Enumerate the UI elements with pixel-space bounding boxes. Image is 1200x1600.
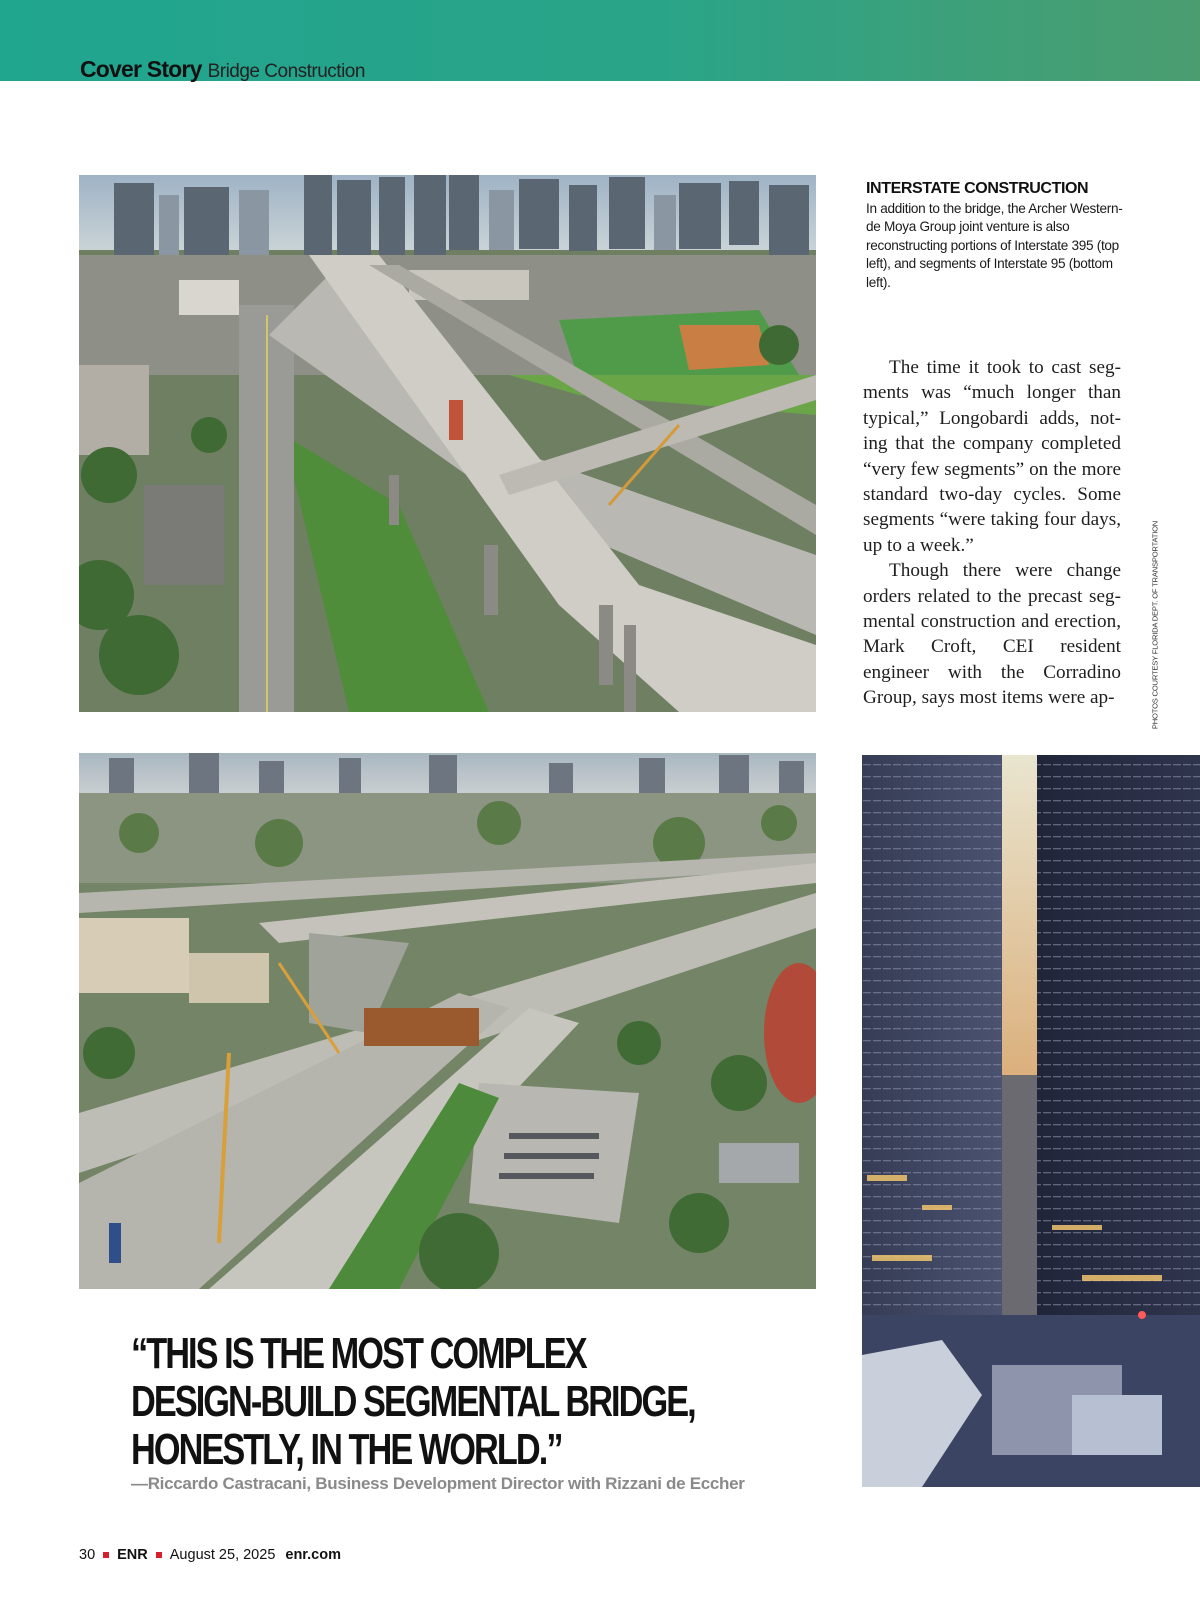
photo-towers-at-dusk (862, 755, 1200, 1487)
page-footer (79, 1545, 341, 1565)
footer-separator-square (156, 1552, 162, 1558)
pull-quote-attribution: —Riccardo Castracani, Business Development Director with Rizzani de Eccher (131, 1474, 745, 1493)
pull-quote-line: HONESTLY, IN THE WORLD.” (131, 1425, 562, 1474)
section-topic: Bridge Construction (207, 61, 365, 82)
photo-caption (866, 180, 1126, 293)
issue-date: August 25, 2025 (169, 1547, 276, 1563)
footer-separator-square (103, 1552, 109, 1558)
article-body (863, 355, 1121, 711)
section-header (80, 56, 365, 84)
body-paragraph: Though there were change orders related to the precast segmental construction and erection, Mark Croft, CEI resident engineer with the Corradino Group, says most items were ap- (863, 560, 1121, 709)
aerial-photo-interstate-95 (79, 753, 816, 1289)
section-name: Cover Story (80, 56, 202, 82)
body-paragraph: The time it took to cast segments was “much longer than typical,” Longobardi adds, noting that the company completed “very few segments” on the more standard two-day cycles. Some segments “were taking four days, up to a week.” (863, 357, 1121, 556)
caption-title: INTERSTATE CONSTRUCTION (866, 180, 1089, 197)
pull-quote-line: “THIS IS THE MOST COMPLEX (131, 1329, 586, 1378)
photo-credit-text: PHOTOS COURTESY FLORIDA DEPT. OF TRANSPORTATION (1150, 520, 1160, 730)
pull-quote-line: DESIGN-BUILD SEGMENTAL BRIDGE, (131, 1377, 695, 1426)
publication-name: ENR (117, 1547, 148, 1563)
photo-credit (1150, 520, 1160, 730)
aerial-photo-interstate-395 (79, 175, 816, 712)
pull-quote (131, 1329, 695, 1474)
website-link[interactable]: enr.com (285, 1547, 341, 1563)
page-number: 30 (79, 1547, 96, 1563)
caption-text: In addition to the bridge, the Archer Western-de Moya Group joint venture is also reconstructing portions of Interstate 395 (top left), and segments of Interstate 95 (bottom left). (866, 200, 1123, 290)
